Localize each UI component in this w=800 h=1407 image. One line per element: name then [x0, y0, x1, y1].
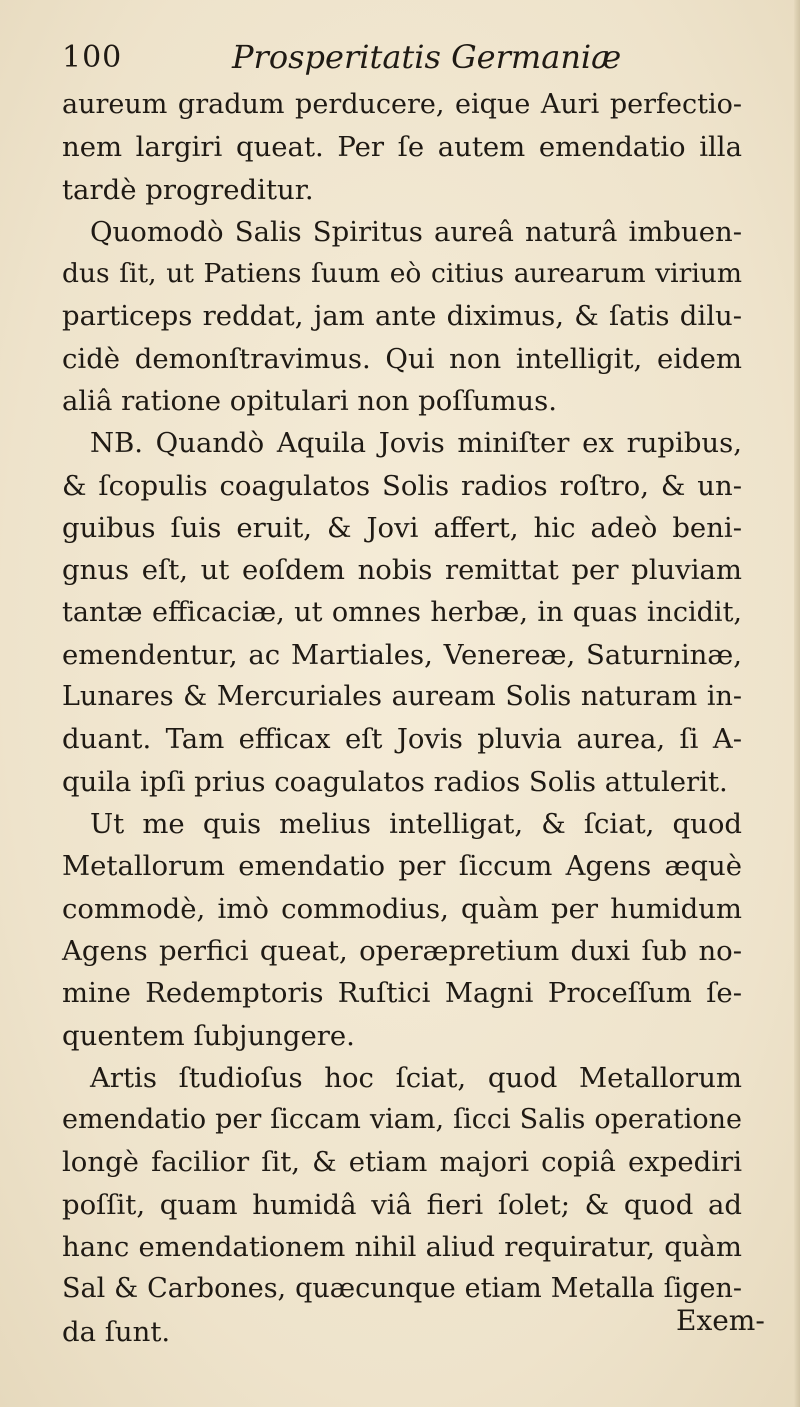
text-line: tardè progreditur. [62, 173, 314, 206]
text-line: hanc emendationem nihil aliud requiratur, quàm [62, 1231, 742, 1264]
text-line: Artis ſtudioſus hoc ſciat, quod Metallorum [90, 1061, 742, 1094]
text-line: quila ipſi prius coagulatos radios Solis attulerit. [62, 765, 728, 798]
text-line: Quomodò Salis Spiritus aureâ naturâ imbuen- [90, 215, 742, 248]
text-line: Ut me quis melius intelligat, & ſciat, quod [90, 808, 742, 841]
text-line: quentem ſubjungere. [62, 1019, 355, 1052]
text-line: Agens perfici queat, operæpretium duxi ſub no- [62, 934, 742, 967]
text-line: emendentur, ac Martiales, Venereæ, Saturninæ, [62, 638, 742, 671]
page-number: 100 [62, 40, 123, 75]
text-line: mine Redemptoris Ruſtici Magni Proceſſum ſe- [62, 977, 742, 1010]
text-line: & ſcopulis coagulatos Solis radios roſtro, & un- [62, 469, 742, 502]
page-edge [794, 0, 800, 1407]
text-line: Sal & Carbones, quæcunque etiam Metalla ſigen- [62, 1273, 742, 1305]
body-text [62, 84, 742, 1353]
text-line: da ſunt. [62, 1315, 171, 1348]
text-line: guibus ſuis eruit, & Jovi affert, hic adeò beni- [62, 511, 742, 544]
text-line: NB. Quandò Aquila Jovis miniſter ex rupibus, [90, 427, 742, 460]
text-line: tantæ efficaciæ, ut omnes herbæ, in quas incidit, [62, 596, 742, 628]
page-header [62, 36, 702, 86]
text-line: Metallorum emendatio per ſiccum Agens æquè [62, 850, 742, 883]
text-line: nem largiri queat. Per ſe autem emendatio illa [62, 131, 742, 164]
text-line: cidè demonſtravimus. Qui non intelligit, eidem [62, 342, 742, 375]
text-line: poſſit, quam humidâ viâ fieri ſolet; & quod ad [62, 1188, 742, 1221]
text-line: aureum gradum perducere, eique Auri perfectio- [62, 89, 742, 120]
text-line: gnus eſt, ut eoſdem nobis remittat per pluviam [62, 554, 742, 587]
text-line: duant. Tam efficax eſt Jovis pluvia aurea, ſi A- [62, 723, 742, 756]
text-line: aliâ ratione opitulari non poſſumus. [62, 385, 557, 418]
text-line: Lunares & Mercuriales auream Solis naturam in- [62, 681, 742, 713]
text-line: particeps reddat, jam ante diximus, & ſatis dilu- [62, 300, 742, 333]
text-line: emendatio per ſiccam viam, ſicci Salis operatione [62, 1104, 742, 1136]
text-line: longè facilior ſit, & etiam majori copiâ expediri [62, 1146, 742, 1179]
catchword: Exem- [676, 1304, 765, 1337]
text-line: dus ſit, ut Patiens ſuum eò citius aurearum virium [62, 258, 742, 290]
text-line: commodè, imò commodius, quàm per humidum [62, 892, 742, 925]
running-head: Prosperitatis Germaniæ [232, 38, 622, 76]
